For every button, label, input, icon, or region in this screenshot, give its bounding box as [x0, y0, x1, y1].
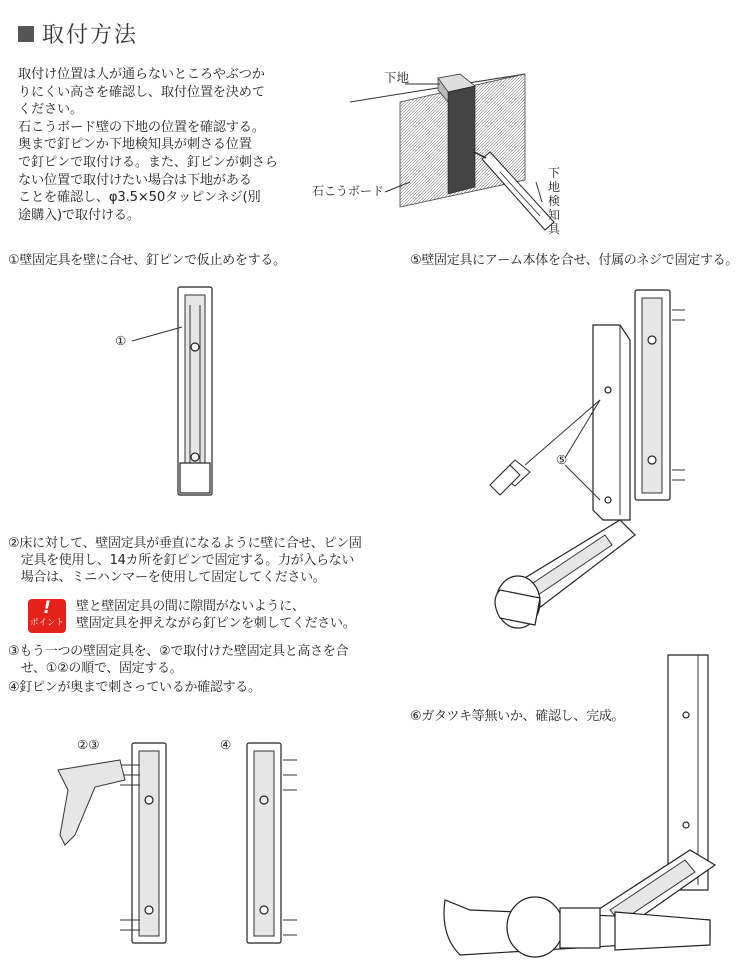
- step5-marker: ⑤: [556, 452, 568, 467]
- label-shitaji: 下地: [384, 70, 410, 85]
- label-detector: 下地検知具: [548, 166, 561, 236]
- point-text: 壁と壁固定具の間に隙間がないように、 壁固定具を押えながら釘ピンを刺してください。: [76, 599, 356, 631]
- page-heading: [18, 18, 138, 49]
- step1-text: ①壁固定具を壁に合せ、釘ピンで仮止めをする。: [8, 253, 286, 268]
- wall-detector-illustration: [310, 62, 580, 242]
- bracket-illustration-4: [215, 735, 315, 950]
- fig23-label: ②③: [77, 737, 100, 752]
- figure-step1: [110, 285, 230, 500]
- fig4-label: ④: [220, 737, 232, 752]
- heading-title: 取付方法: [42, 23, 139, 48]
- label-plaster-board: 石こうボード: [312, 184, 385, 198]
- figure-step23: [50, 735, 200, 950]
- wall-detector-figure: [310, 62, 580, 242]
- figure-step6: [440, 650, 730, 965]
- bracket-illustration-1: [110, 285, 230, 500]
- step2-text: ②床に対して、壁固定具が垂直になるように壁に合せ、ピン固 定具を使用し、14カ所を釘ピンで固定する。力が入らない 場合は、ミニハンマーを使用して固定してください。: [8, 536, 362, 585]
- heading-square-icon: [18, 26, 34, 42]
- point-mark: !: [43, 598, 51, 618]
- step3-text: ③もう一つの壁固定具を、②で取付けた壁固定具と高さを合 せ、①②の順で、固定する。: [8, 644, 349, 676]
- step4-text: ④釘ピンが奥まで刺さっているか確認する。: [8, 680, 261, 695]
- step1-marker: ①: [115, 333, 127, 348]
- figure-step5: [480, 280, 690, 640]
- arm-assembly-illustration: [480, 280, 690, 640]
- point-badge: [28, 599, 66, 633]
- completed-product-illustration: [440, 650, 730, 965]
- step5-text: ⑤壁固定具にアーム本体を合せ、付属のネジで固定する。: [410, 253, 739, 268]
- hammer-bracket-illustration: [50, 735, 200, 950]
- intro-paragraph: 取付け位置は人が通らないところやぶつか りにくい高さを確認し、取付位置を決めて ください。 石こうボード壁の下地の位置を確認する。 奥まで釘ピンか下地検知具が刺さる位置 で釘ピンで取付ける。また、釘ピンが刺さら ない位置で取付けたい場合は下地がある ことを確認し、φ3.5×50タッピンネジ(別 途購入)で取付ける。: [18, 67, 278, 223]
- point-label: ポイント: [29, 618, 64, 628]
- step6-text: ⑥ガタツキ等無いか、確認し、完成。: [410, 709, 625, 724]
- figure-step4: [215, 735, 315, 950]
